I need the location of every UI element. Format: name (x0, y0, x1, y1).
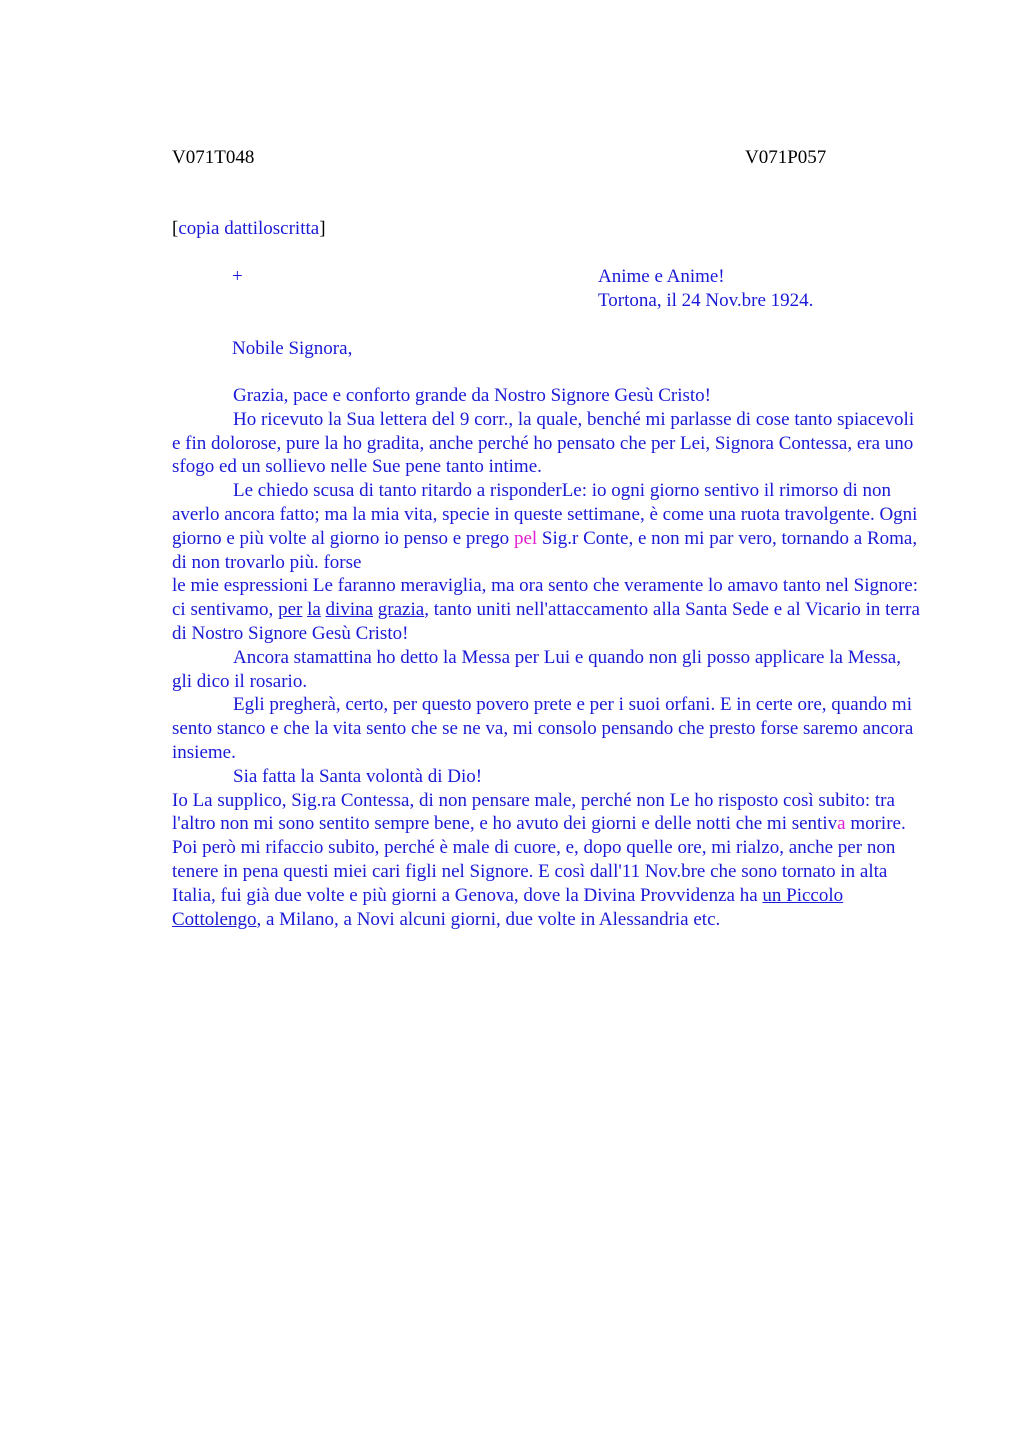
underlined-per: per (278, 599, 303, 621)
supplication-text-end: , a Milano, a Novi alcuni giorni, due volte in Alessandria etc. (256, 908, 721, 930)
paragraph-prayer: Egli pregherà, certo, per questo povero prete e per i suoi orfani. E in certe ore, quando mi sento stanco e che la vita sento che se ne va, mi consolo pensando che presto forse saremo ancora insieme. (172, 694, 914, 763)
note-open-bracket: [ (172, 218, 179, 239)
underlined-cottolengo: un Piccolo Cottolengo (172, 884, 844, 930)
archive-code-left: V071T048 (172, 147, 255, 168)
cross-symbol: + (232, 266, 243, 287)
expressions-text-end: , tanto uniti nell'attaccamento alla Santa Sede e al Vicario in terra di Nostro Signore Gesù Cristo! (172, 599, 920, 644)
underlined-grazia: grazia (377, 599, 425, 621)
paragraph-apology (172, 479, 924, 574)
apology-text-end: Sig.r Conte, e non mi par vero, tornando a Roma, di non trovarlo più. forse (172, 527, 918, 573)
underlined-la: la (307, 599, 321, 621)
paragraph-received-letter: Ho ricevuto la Sua lettera del 9 corr., la quale, benché mi parlasse di cose tanto spiacevoli e fin dolorose, pure la ho gradita, anche perché ho pensato che per Lei, Signora Contessa, era uno sfogo ed un sollievo nelle Sue pene tanto intime. (172, 408, 915, 478)
note-close-bracket: ] (319, 218, 326, 239)
letter-motto: Anime e Anime! (598, 266, 725, 287)
letter-salutation: Nobile Signora, (232, 338, 353, 359)
paragraph-expressions (172, 574, 924, 645)
supplication-text: Io La supplico, Sig.ra Contessa, di non pensare male, perché non Le ho risposto così subito: tra l'altro non mi sono sentito sempre bene, e ho avuto dei giorni e delle notti che mi sentiv (172, 789, 895, 835)
letter-body (172, 384, 924, 931)
apology-text: Le chiedo scusa di tanto ritardo a risponderLe: io ogni giorno sentivo il rimorso di non averlo ancora fatto; ma la mia vita, specie in queste settimane, è come una ruota travolgente. Ogni giorno e più volte al giorno io penso e prego (172, 480, 918, 549)
paragraph-gods-will: Sia fatta la Santa volontà di Dio! (233, 765, 483, 787)
paragraph-greeting: Grazia, pace e conforto grande da Nostro Signore Gesù Cristo! (233, 385, 712, 406)
typescript-note (172, 217, 326, 241)
paragraph-supplication (172, 789, 924, 932)
archive-code-right: V071P057 (745, 147, 827, 168)
underlined-divina: divina (325, 599, 374, 621)
letterhead-block (598, 265, 813, 313)
highlight-letter-a: a (837, 813, 846, 835)
highlight-pel: pel (513, 527, 538, 549)
letter-place-date: Tortona, il 24 Nov.bre 1924. (598, 289, 814, 311)
note-text: copia dattiloscritta (178, 218, 320, 239)
supplication-text-middle: morire. Poi però mi rifaccio subito, perché è male di cuore, e, dopo quelle ore, mi rialzo, anche per non tenere in pena questi miei cari figli nel Signore. E così dall'11 Nov.bre che sono tornato in alta Italia, fui già due volte e più giorni a Genova, dove la Divina Provvidenza ha (172, 813, 906, 906)
expressions-text: le mie espressioni Le faranno meraviglia, ma ora sento che veramente lo amavo tanto nel Signore: ci sentivamo, (172, 575, 919, 621)
paragraph-mass: Ancora stamattina ho detto la Messa per Lui e quando non gli posso applicare la Messa, gli dico il rosario. (172, 646, 901, 692)
